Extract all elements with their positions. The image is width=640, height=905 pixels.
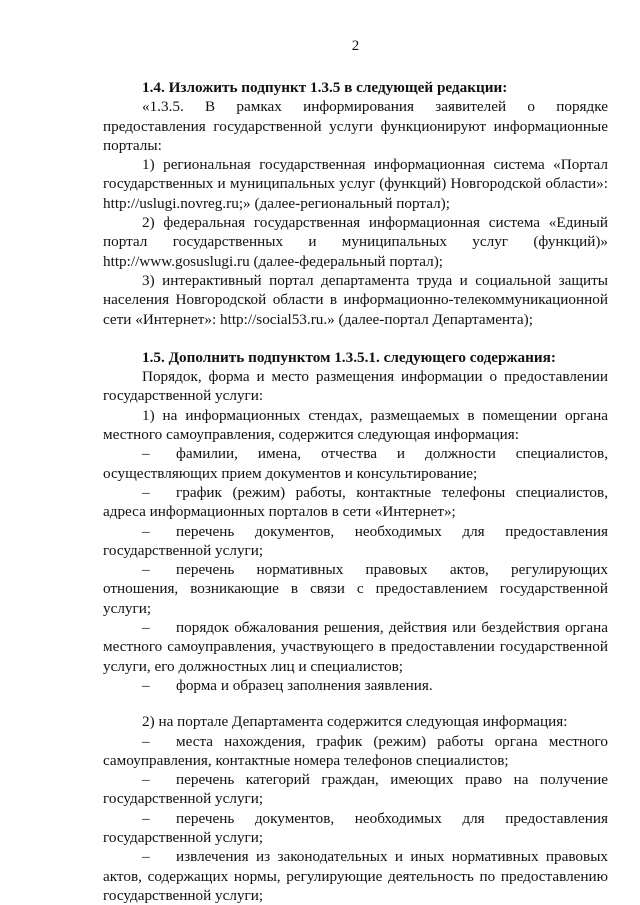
dash-marker: – [142, 732, 150, 750]
paragraph: «1.3.5. В рамках информирования заявителей о порядке предоставления государственной услуги функционируют информационные порталы: [103, 98, 608, 154]
paragraph: 2) федеральная государственная информационная система «Единый портал государственных и муниципальных услуг (функций)» http://www.gosuslugi.ru (далее-федеральный портал); [103, 214, 608, 270]
section-gap [103, 695, 608, 712]
list-item-text: места нахождения, график (режим) работы органа местного самоуправления, контактные номера телефонов специалистов; [103, 732, 608, 769]
list-item-text: форма и образец заполнения заявления. [176, 676, 433, 694]
paragraph: 2) на портале Департамента содержится следующая информация: [142, 713, 568, 731]
dash-marker: – [142, 522, 150, 540]
dash-marker: – [142, 809, 150, 827]
page-number: 2 [351, 38, 360, 54]
list-item [103, 770, 608, 809]
dash-marker: – [142, 848, 150, 866]
section-heading: 1.5. Дополнить подпунктом 1.3.5.1. следующего содержания: [142, 348, 556, 366]
list-item-text: перечень документов, необходимых для предоставления государственной услуги; [103, 809, 608, 846]
dash-marker: – [142, 676, 150, 694]
dash-marker: – [142, 619, 150, 637]
list-item [103, 809, 608, 848]
document-body [103, 78, 608, 905]
paragraph: Порядок, форма и место размещения информации о предоставлении государственной услуги: [103, 368, 608, 405]
section-heading: 1.4. Изложить подпункт 1.3.5 в следующей редакции: [142, 79, 508, 96]
list-item-text: график (режим) работы, контактные телефоны специалистов, адреса информационных порталов в сети «Интернет»; [103, 483, 608, 521]
dash-marker: – [142, 561, 150, 579]
paragraph: 1) на информационных стендах, размещаемых в помещении органа местного самоуправления, содержится следующая информация: [103, 406, 608, 444]
list-item [103, 483, 608, 522]
list-item-text: порядок обжалования решения, действия или бездействия органа местного самоуправления, участвующего в предоставлении государственной услуги, его должностных лиц и специалистов; [103, 619, 608, 675]
list-item-text: перечень нормативных правовых актов, регулирующих отношения, возникающие в связи с предоставлением государственной услуги; [103, 561, 608, 617]
list-item [103, 522, 608, 561]
dash-marker: – [142, 483, 150, 501]
list-item [103, 444, 608, 483]
list-item-text: перечень документов, необходимых для предоставления государственной услуги; [103, 522, 608, 559]
section-gap [103, 329, 608, 348]
paragraph: 1) региональная государственная информационная система «Портал государственных и муниципальных услуг (функций) Новгородской области»: http://uslugi.novreg.ru;» (далее-региональный портал); [103, 156, 608, 212]
list-item [103, 676, 608, 695]
dash-marker: – [142, 771, 150, 789]
list-item [103, 618, 608, 676]
list-item [103, 732, 608, 771]
list-item-text: извлечения из законодательных и иных нормативных правовых актов, содержащих нормы, регулирующие деятельность по предоставлению государственной услуги; [103, 848, 608, 904]
list-item [103, 560, 608, 618]
list-item-text: фамилии, имена, отчества и должности специалистов, осуществляющих прием документов и консультирование; [103, 445, 608, 482]
list-item-text: перечень категорий граждан, имеющих право на получение государственной услуги; [103, 771, 608, 808]
paragraph: 3) интерактивный портал департамента труда и социальной защиты населения Новгородской области в информационно-телекоммуникационной сети «Интернет»: http://social53.ru.» (далее-портал Департамента); [103, 271, 608, 328]
dash-marker: – [142, 445, 150, 463]
list-item [103, 847, 608, 905]
